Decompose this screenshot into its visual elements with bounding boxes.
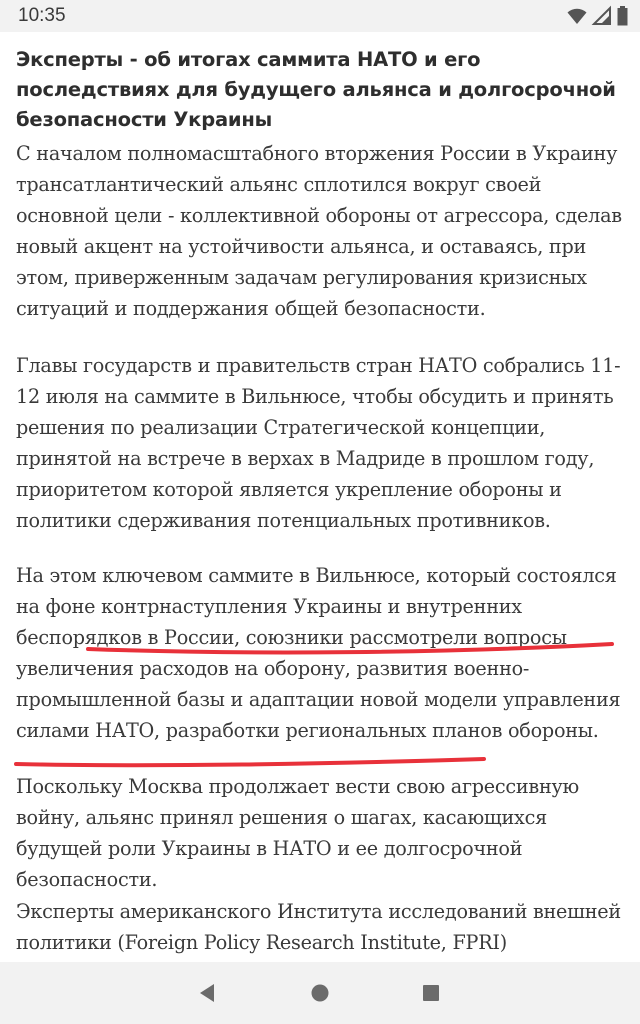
article-title: Эксперты - об итогах саммита НАТО и его последствиях для будущего альянса и долгосрочной безопасности Украины	[16, 48, 616, 131]
navigation-bar	[0, 962, 640, 1024]
wifi-icon	[567, 7, 587, 25]
article-view[interactable]	[0, 32, 640, 962]
recents-icon[interactable]	[418, 980, 444, 1006]
status-time: 10:35	[18, 5, 66, 26]
signal-icon	[593, 7, 611, 25]
article-paragraph: Эксперты американского Института исследований внешней политики (Foreign Policy Research Institute, FPRI)	[16, 900, 621, 954]
article-paragraph: Главы государств и правительств стран НАТО собрались 11-12 июля на саммите в Вильнюсе, чтобы обсудить и принять решения по реализации Стратегической концепции, принятой на встрече в верхах в Мадриде в прошлом году, приоритетом которой является укрепление обороны и политики сдерживания потенциальных противников.	[16, 354, 621, 532]
article-paragraph: Поскольку Москва продолжает вести свою агрессивную войну, альянс принял решения о шагах, касающихся будущей роли Украины в НАТО и ее долгосрочной безопасности.	[16, 775, 580, 891]
article-paragraph: С началом полномасштабного вторжения России в Украину трансатлантический альянс сплотился вокруг своей основной цели - коллективной обороны от агрессора, сделав новый акцент на устойчивости альянса, и оставаясь, при этом, приверженным задачам регулирования кризисных ситуаций и поддержания общей безопасности.	[16, 142, 622, 320]
highlight-underline	[16, 759, 484, 765]
battery-icon	[617, 6, 628, 26]
article-paragraph: На этом ключевом саммите в Вильнюсе, который состоялся на фоне контрнаступления Украины и внутренних беспорядков в России, союзники рассмотрели вопросы увеличения расходов на оборону, развития военно-промышленной базы и адаптации новой модели управления силами НАТО, разработки региональных планов обороны.	[16, 564, 621, 742]
status-bar	[0, 0, 640, 32]
back-icon[interactable]	[194, 980, 220, 1006]
status-icons	[567, 4, 628, 28]
home-icon[interactable]	[307, 980, 333, 1006]
